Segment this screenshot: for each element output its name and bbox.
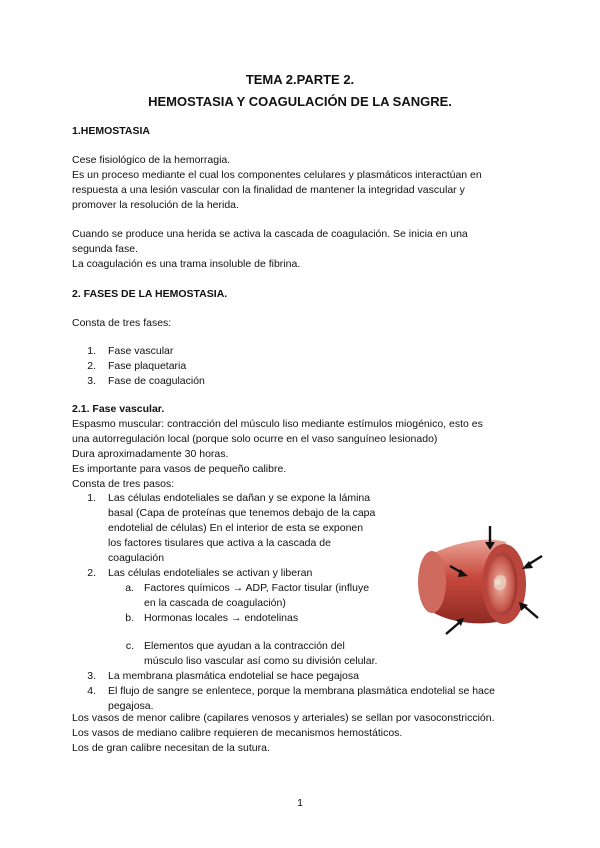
phases-list: [72, 344, 372, 392]
list-item: Fase vascular: [108, 345, 174, 357]
text-line: respuesta a una lesión vascular con la finalidad de mantener la integridad vascular y: [72, 184, 465, 196]
subsection-heading-fase-vascular: 2.1. Fase vascular.: [72, 403, 165, 415]
list-item: Fase plaquetaria: [108, 360, 187, 372]
document-title-line2: HEMOSTASIA Y COAGULACIÓN DE LA SANGRE.: [148, 94, 452, 109]
text-line: Los vasos de mediano calibre requieren de mecanismos hemostáticos.: [72, 727, 403, 739]
text-line: Consta de tres pasos:: [72, 478, 175, 490]
list-number: 2.: [87, 360, 96, 372]
section-heading-fases: 2. FASES DE LA HEMOSTASIA.: [72, 288, 228, 300]
sublist-item-line: en la cascada de coagulación): [144, 597, 286, 609]
sublist-letter: a.: [125, 582, 134, 594]
blood-vessel-illustration: [398, 522, 548, 640]
text-line: Es un proceso mediante el cual los componentes celulares y plasmáticos interactúan en: [72, 169, 482, 181]
text-line: promover la resolución de la herida.: [72, 199, 239, 211]
list-item-line: pegajosa.: [108, 700, 154, 712]
paragraph-hemostasia-definition: [72, 153, 482, 213]
arrow-bottom-left: [446, 622, 460, 634]
list-item-line: los factores tisulares que activa a la cascada de: [108, 537, 331, 549]
text-line: Dura aproximadamente 30 horas.: [72, 448, 229, 460]
sublist-item-line: Hormonas locales → endotelinas: [144, 612, 299, 624]
list-item-line: coagulación: [108, 552, 165, 564]
text-line: Los de gran calibre necesitan de la sutura.: [72, 742, 270, 754]
section-heading-hemostasia: 1.HEMOSTASIA: [72, 125, 150, 137]
platelet-dot: [495, 579, 501, 585]
text-line: Cese fisiológico de la hemorragia.: [72, 154, 231, 166]
paragraph-coagulation: [72, 227, 468, 272]
text-line: La coagulación es una trama insoluble de fibrina.: [72, 258, 301, 270]
list-number: 1.: [87, 345, 96, 357]
list-item-line: Las células endoteliales se activan y liberan: [108, 567, 313, 579]
list-item-line: basal (Capa de proteínas que tenemos debajo de la capa: [108, 507, 376, 519]
list-number: 3.: [87, 375, 96, 387]
list-item-line: La membrana plasmática endotelial se hace pegajosa: [108, 670, 359, 682]
paragraph-fase-vascular: [72, 417, 483, 492]
text-line: una autorregulación local (porque solo ocurre en el vaso sanguíneo lesionado): [72, 433, 438, 445]
text-line: Cuando se produce una herida se activa la cascada de coagulación. Se inicia en una: [72, 228, 468, 240]
sublist-item-line: Elementos que ayudan a la contracción del: [144, 640, 345, 652]
text-line: Espasmo muscular: contracción del músculo liso mediante estímulos miogénico, esto es: [72, 418, 483, 430]
sublist-item-line: músculo liso vascular así como su división celular.: [144, 655, 378, 667]
list-number: 4.: [87, 685, 96, 697]
text-line: segunda fase.: [72, 243, 138, 255]
list-number: 2.: [87, 567, 96, 579]
text-line: Los vasos de menor calibre (capilares venosos y arteriales) se sellan por vasoconstricción.: [72, 712, 495, 724]
list-item-line: Las células endoteliales se dañan y se expone la lámina: [108, 492, 371, 504]
sublist-item-line: Factores químicos → ADP, Factor tisular (influye: [144, 582, 370, 594]
arrow-right-bottom: [524, 606, 538, 618]
vessel-back-end: [418, 551, 446, 613]
document-title-line1: TEMA 2.PARTE 2.: [245, 72, 355, 87]
text-line: Es importante para vasos de pequeño calibre.: [72, 463, 287, 475]
paragraph-vessel-calibre: [72, 711, 495, 756]
list-number: 1.: [87, 492, 96, 504]
list-item-line: El flujo de sangre se enlentece, porque la membrana plasmática endotelial se hace: [108, 685, 495, 697]
sublist-letter: c.: [125, 640, 134, 652]
phases-intro: Consta de tres fases:: [72, 317, 172, 329]
list-number: 3.: [87, 670, 96, 682]
list-item: Fase de coagulación: [108, 375, 205, 387]
list-item-line: endotelial de células) En el interior de esta se exponen: [108, 522, 364, 534]
sublist-letter: b.: [125, 612, 134, 624]
page-number: 1: [297, 797, 303, 809]
